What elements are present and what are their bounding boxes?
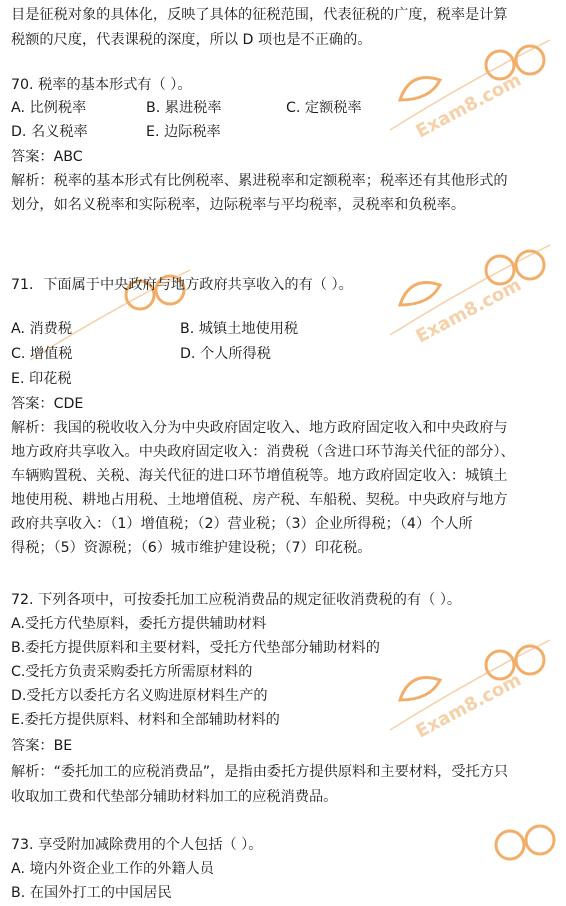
question-72-stem: 72. 下列各项中，可按委托加工应税消费品的规定征收消费税的有（ ）。 [11, 592, 462, 608]
q71-answer: 答案：CDE [11, 396, 84, 412]
q72-option-d: D.受托方以委托方名义购进原材料生产的 [11, 688, 268, 704]
q71-explanation: 政府共享收入：（1）增值税；（2）营业税；（3）企业所得税；（4）个人所 [11, 516, 473, 532]
q72-explanation: 收取加工费和代垫部分辅助材料加工的应税消费品。 [11, 789, 338, 805]
q70-option-d: D. 名义税率 [11, 124, 88, 140]
question-73-stem: 73. 享受附加减除费用的个人包括（ ）。 [11, 837, 263, 853]
svg-text:Exam8.com: Exam8.com [412, 274, 525, 348]
q71-explanation: 得税；（5）资源税；（6）城市维护建设税；（7）印花税。 [11, 540, 372, 556]
q72-option-a: A.受托方代垫原料，委托方提供辅助材料 [11, 616, 267, 632]
q71-explanation: 车辆购置税、关税、海关代征的进口环节增值税等。地方政府固定收入：城镇土 [11, 468, 508, 484]
intro-line: 税额的尺度，代表课税的深度，所以 D 项也是不正确的。 [11, 32, 372, 48]
question-70-stem: 70. 税率的基本形式有（ ）。 [11, 77, 192, 93]
q70-option-e: E. 边际税率 [146, 124, 221, 140]
q70-option-c: C. 定额税率 [286, 100, 362, 116]
question-71-stem: 71．下面属于中央政府与地方政府共享收入的有（ ）。 [11, 277, 353, 293]
intro-line: 目是征税对象的具体化，反映了具体的征税范围，代表征税的广度，税率是计算 [11, 7, 508, 23]
q70-explanation: 解析：税率的基本形式有比例税率、累进税率和定额税率；税率还有其他形式的 [11, 173, 508, 189]
q70-answer: 答案：ABC [11, 149, 83, 165]
q70-explanation: 划分，如名义税率和实际税率，边际税率与平均税率，灵税率和负税率。 [11, 197, 466, 213]
q71-option-c: C. 增值税 [11, 346, 73, 362]
q71-explanation: 地方政府共享收入。中央政府固定收入：消费税（含进口环节海关代征的部分）、 [11, 444, 515, 460]
q71-option-a: A. 消费税 [11, 321, 73, 337]
q73-option-a: A. 境内外资企业工作的外籍人员 [11, 861, 214, 877]
svg-text:Exam8.com: Exam8.com [412, 69, 525, 143]
q72-option-e: E.委托方提供原料、材料和全部辅助材料的 [11, 712, 280, 728]
q72-option-b: B.委托方提供原料和主要材料，受托方代垫部分辅助材料的 [11, 640, 380, 656]
q71-explanation: 地使用税、耕地占用税、土地增值税、房产税、车船税、契税。中央政府与地方 [11, 492, 508, 508]
q72-answer: 答案：BE [11, 738, 73, 754]
q73-option-b: B. 在国外打工的中国居民 [11, 885, 172, 901]
q71-option-d: D. 个人所得税 [180, 346, 271, 362]
q70-option-b: B. 累进税率 [146, 100, 222, 116]
q71-explanation: 解析：我国的税收收入分为中央政府固定收入、地方政府固定收入和中央政府与 [11, 420, 508, 436]
q72-explanation: 解析：“委托加工的应税消费品”，是指由委托方提供原料和主要材料，受托方只 [11, 764, 509, 780]
svg-text:Exam8.com: Exam8.com [412, 669, 525, 743]
q71-option-b: B. 城镇土地使用税 [180, 321, 299, 337]
q71-option-e: E. 印花税 [11, 371, 72, 387]
q72-option-c: C.受托方负责采购委托方所需原材料的 [11, 664, 253, 680]
q70-option-a: A. 比例税率 [11, 100, 87, 116]
